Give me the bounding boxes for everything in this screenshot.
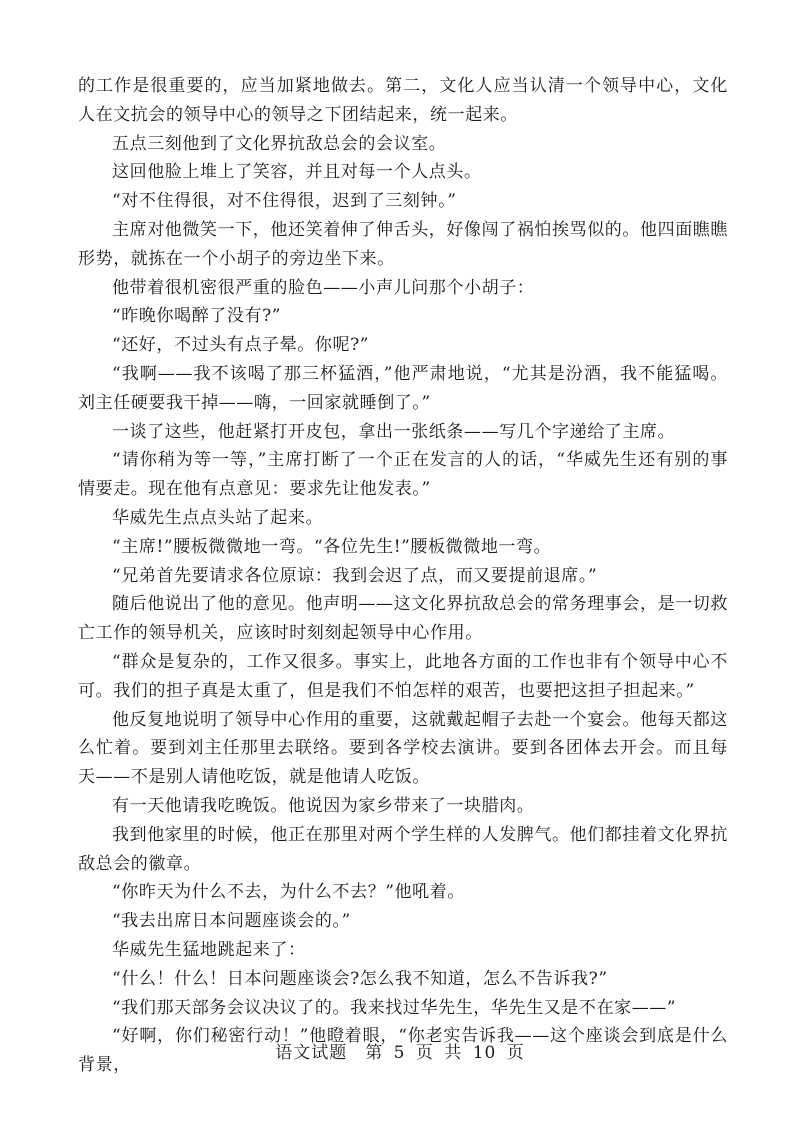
paragraph: 华威先生点点头站了起来。	[112, 507, 324, 528]
paragraph: “主席!”腰板微微地一弯。“各位先生!”腰板微微地一弯。	[112, 536, 552, 557]
paragraph: “我们那天部务会议决议了的。我来找过华先生，华先生又是不在家——”	[112, 997, 677, 1018]
paragraph: “请你稍为等一等，”主席打断了一个正在发言的人的话，“华威先生还有别的事情要走。现在他有点意见：要求先让他发表。”	[78, 450, 728, 500]
paragraph: “群众是复杂的，工作又很多。事实上，此地各方面的工作也非有个领导中心不可。我们的担子真是太重了，但是我们不怕怎样的艰苦，也要把这担子担起来。”	[78, 651, 728, 701]
paragraph: 他带着很机密很严重的脸色——小声儿问那个小胡子：	[112, 277, 535, 298]
body-text	[78, 72, 728, 1080]
paragraph: 有一天他请我吃晚饭。他说因为家乡带来了一块腊肉。	[112, 795, 535, 816]
paragraph: 这回他脸上堆上了笑容，并且对每一个人点头。	[112, 162, 482, 183]
paragraph: 我到他家里的时候，他正在那里对两个学生样的人发脾气。他们都挂着文化界抗敌总会的徽章。	[78, 824, 728, 874]
paragraph: 一谈了这些，他赶紧打开皮包，拿出一张纸条——写几个字递给了主席。	[112, 421, 676, 442]
paragraph: 主席对他微笑一下，他还笑着伸了伸舌头，好像闯了祸怕挨骂似的。他四面瞧瞧形势，就拣在一个小胡子的旁边坐下来。	[78, 219, 728, 269]
paragraph: “昨晚你喝醉了没有?”	[112, 306, 282, 327]
paragraph: 五点三刻他到了文化界抗敌总会的会议室。	[112, 133, 447, 154]
paragraph: 随后他说出了他的意见。他声明——这文化界抗敌总会的常务理事会，是一切救亡工作的领导机关，应该时时刻刻起领导中心作用。	[78, 594, 728, 644]
paragraph: “还好，不过头有点子晕。你呢?”	[112, 335, 370, 356]
paragraph: “兄弟首先要请求各位原谅：我到会迟了点，而又要提前退席。”	[112, 565, 598, 586]
page-footer: 语文试题 第 5 页 共 10 页	[275, 1043, 525, 1063]
paragraph: “我啊——我不该喝了那三杯猛酒，”他严肃地说，“尤其是汾酒，我不能猛喝。刘主任硬要我干掉——嗨，一回家就睡倒了。”	[78, 363, 728, 413]
paragraph: “好啊，你们秘密行动！”他瞪着眼，“你老实告诉我——这个座谈会到底是什么背景，	[78, 1026, 728, 1076]
paragraph: “对不住得很，对不住得很，迟到了三刻钟。”	[112, 191, 457, 212]
paragraph: “什么！什么！日本问题座谈会?怎么我不知道，怎么不告诉我?”	[112, 968, 608, 989]
paragraph: 华威先生猛地跳起来了：	[112, 939, 306, 960]
paragraph: 他反复地说明了领导中心作用的重要，这就戴起帽子去赴一个宴会。他每天都这么忙着。要到刘主任那里去联络。要到各学校去演讲。要到各团体去开会。而且每天——不是别人请他吃饭，就是他请人吃饭。	[78, 709, 728, 788]
paragraph: “我去出席日本问题座谈会的。”	[112, 911, 351, 932]
paragraph: “你昨天为什么不去，为什么不去？”他吼着。	[112, 882, 465, 903]
paragraph: 的工作是很重要的，应当加紧地做去。第二，文化人应当认清一个领导中心，文化人在文抗会的领导中心的领导之下团结起来，统一起来。	[78, 76, 728, 125]
